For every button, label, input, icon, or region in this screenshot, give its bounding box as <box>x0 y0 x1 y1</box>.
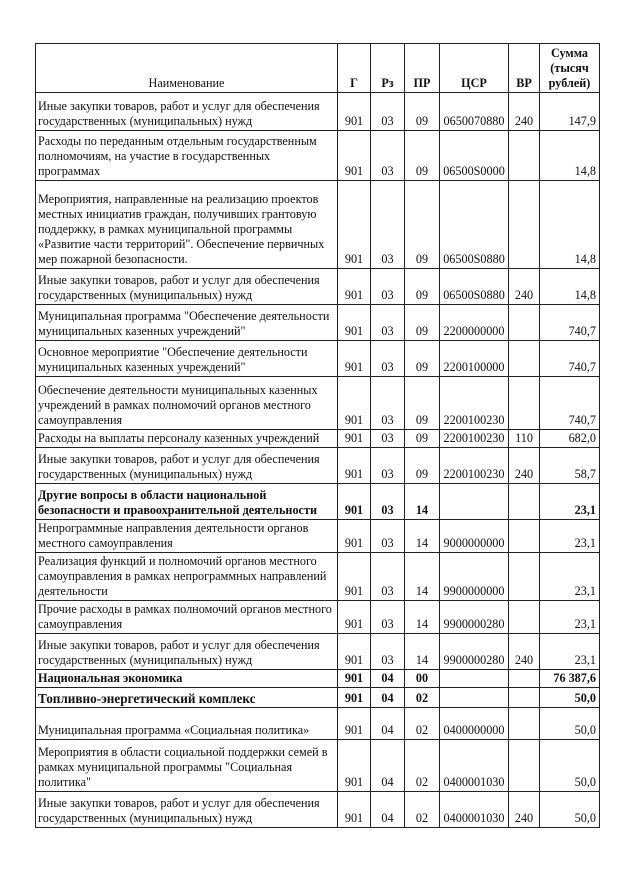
cell-csr: 9900000280 <box>440 601 509 634</box>
cell-rz: 03 <box>371 634 405 670</box>
cell-sum: 14,8 <box>540 131 600 181</box>
table-row <box>36 377 600 430</box>
cell-rz: 03 <box>371 448 405 484</box>
cell-name: Иные закупки товаров, работ и услуг для обеспечения государственных (муниципальных) нужд <box>36 93 338 131</box>
cell-csr: 0400001030 <box>440 792 509 828</box>
cell-pr: 02 <box>405 792 440 828</box>
cell-name: Реализация функций и полномочий органов местного самоуправления в рамках непрограммных направлений деятельности <box>36 553 338 601</box>
cell-sum: 14,8 <box>540 269 600 305</box>
cell-vr: 240 <box>509 448 540 484</box>
cell-g: 901 <box>338 448 371 484</box>
table-row <box>36 792 600 828</box>
cell-name: Национальная экономика <box>36 670 338 688</box>
cell-g: 901 <box>338 553 371 601</box>
cell-name: Иные закупки товаров, работ и услуг для обеспечения государственных (муниципальных) нужд <box>36 792 338 828</box>
table-row <box>36 269 600 305</box>
cell-name: Другие вопросы в области национальной безопасности и правоохранительной деятельности <box>36 484 338 520</box>
cell-sum: 23,1 <box>540 484 600 520</box>
cell-g: 901 <box>338 305 371 341</box>
cell-rz: 03 <box>371 484 405 520</box>
cell-vr <box>509 341 540 377</box>
cell-pr: 09 <box>405 341 440 377</box>
cell-g: 901 <box>338 377 371 430</box>
cell-g: 901 <box>338 634 371 670</box>
cell-vr <box>509 708 540 740</box>
cell-csr: 06500S0880 <box>440 181 509 269</box>
cell-name: Иные закупки товаров, работ и услуг для обеспечения государственных (муниципальных) нужд <box>36 269 338 305</box>
cell-rz: 04 <box>371 740 405 792</box>
cell-sum: 740,7 <box>540 305 600 341</box>
cell-pr: 09 <box>405 181 440 269</box>
cell-csr: 2200100230 <box>440 430 509 448</box>
cell-name: Мероприятия в области социальной поддержки семей в рамках муниципальной программы "Социальная политика" <box>36 740 338 792</box>
cell-g: 901 <box>338 181 371 269</box>
cell-g: 901 <box>338 484 371 520</box>
cell-pr: 09 <box>405 448 440 484</box>
cell-g: 901 <box>338 688 371 708</box>
cell-pr: 14 <box>405 520 440 553</box>
cell-sum: 23,1 <box>540 634 600 670</box>
cell-rz: 03 <box>371 181 405 269</box>
cell-rz: 04 <box>371 688 405 708</box>
cell-pr: 09 <box>405 269 440 305</box>
cell-pr: 02 <box>405 708 440 740</box>
cell-rz: 03 <box>371 269 405 305</box>
table-row <box>36 520 600 553</box>
table-row <box>36 484 600 520</box>
table-row <box>36 448 600 484</box>
cell-rz: 03 <box>371 553 405 601</box>
cell-vr <box>509 670 540 688</box>
cell-csr: 2200100230 <box>440 377 509 430</box>
cell-g: 901 <box>338 269 371 305</box>
cell-sum: 50,0 <box>540 688 600 708</box>
cell-csr: 9900000280 <box>440 634 509 670</box>
budget-table <box>35 43 600 828</box>
cell-pr: 09 <box>405 430 440 448</box>
cell-name: Расходы по переданным отдельным государственным полномочиям, на участие в государственных программах <box>36 131 338 181</box>
cell-rz: 03 <box>371 601 405 634</box>
cell-vr <box>509 553 540 601</box>
cell-pr: 14 <box>405 484 440 520</box>
cell-vr <box>509 520 540 553</box>
cell-sum: 23,1 <box>540 601 600 634</box>
cell-vr <box>509 484 540 520</box>
cell-vr: 240 <box>509 792 540 828</box>
header-g: Г <box>338 44 371 93</box>
table-row <box>36 708 600 740</box>
cell-name: Муниципальная программа "Обеспечение деятельности муниципальных казенных учреждений" <box>36 305 338 341</box>
cell-rz: 03 <box>371 377 405 430</box>
cell-pr: 02 <box>405 740 440 792</box>
cell-csr <box>440 688 509 708</box>
table-row <box>36 131 600 181</box>
cell-vr <box>509 305 540 341</box>
cell-name: Обеспечение деятельности муниципальных казенных учреждений в рамках полномочий органов местного самоуправления <box>36 377 338 430</box>
cell-pr: 09 <box>405 377 440 430</box>
cell-sum: 14,8 <box>540 181 600 269</box>
cell-name: Мероприятия, направленные на реализацию проектов местных инициатив граждан, получивших грантовую поддержку, в рамках муниципальной программы «Развитие части территорий". Обеспечение первичных мер пожарной безопасности. <box>36 181 338 269</box>
cell-pr: 09 <box>405 93 440 131</box>
cell-csr: 06500S0880 <box>440 269 509 305</box>
cell-vr <box>509 740 540 792</box>
cell-pr: 00 <box>405 670 440 688</box>
cell-name: Основное мероприятие "Обеспечение деятельности муниципальных казенных учреждений" <box>36 341 338 377</box>
cell-sum: 50,0 <box>540 708 600 740</box>
cell-g: 901 <box>338 601 371 634</box>
header-vr: ВР <box>509 44 540 93</box>
cell-rz: 03 <box>371 430 405 448</box>
cell-pr: 02 <box>405 688 440 708</box>
table-row <box>36 601 600 634</box>
cell-g: 901 <box>338 670 371 688</box>
header-csr: ЦСР <box>440 44 509 93</box>
cell-csr: 2200000000 <box>440 305 509 341</box>
cell-csr: 2200100230 <box>440 448 509 484</box>
header-row <box>36 44 600 93</box>
table-row <box>36 341 600 377</box>
cell-csr: 9900000000 <box>440 553 509 601</box>
cell-rz: 04 <box>371 670 405 688</box>
header-name: Наименование <box>36 44 338 93</box>
cell-g: 901 <box>338 430 371 448</box>
cell-sum: 58,7 <box>540 448 600 484</box>
header-pr: ПР <box>405 44 440 93</box>
cell-vr <box>509 181 540 269</box>
cell-pr: 09 <box>405 131 440 181</box>
cell-csr <box>440 484 509 520</box>
cell-sum: 147,9 <box>540 93 600 131</box>
cell-rz: 04 <box>371 708 405 740</box>
cell-vr: 110 <box>509 430 540 448</box>
cell-g: 901 <box>338 708 371 740</box>
cell-csr: 06500S0000 <box>440 131 509 181</box>
cell-vr: 240 <box>509 93 540 131</box>
cell-rz: 03 <box>371 305 405 341</box>
cell-sum: 740,7 <box>540 377 600 430</box>
cell-rz: 03 <box>371 93 405 131</box>
cell-rz: 03 <box>371 520 405 553</box>
cell-rz: 03 <box>371 341 405 377</box>
cell-g: 901 <box>338 520 371 553</box>
cell-name: Непрограммные направления деятельности органов местного самоуправления <box>36 520 338 553</box>
cell-g: 901 <box>338 93 371 131</box>
cell-rz: 04 <box>371 792 405 828</box>
cell-vr: 240 <box>509 634 540 670</box>
cell-vr <box>509 688 540 708</box>
cell-sum: 740,7 <box>540 341 600 377</box>
cell-pr: 14 <box>405 601 440 634</box>
cell-g: 901 <box>338 792 371 828</box>
cell-vr <box>509 601 540 634</box>
cell-csr: 0400001030 <box>440 740 509 792</box>
cell-pr: 09 <box>405 305 440 341</box>
cell-sum: 682,0 <box>540 430 600 448</box>
cell-vr <box>509 131 540 181</box>
table-row <box>36 305 600 341</box>
cell-g: 901 <box>338 740 371 792</box>
cell-sum: 76 387,6 <box>540 670 600 688</box>
cell-csr: 0400000000 <box>440 708 509 740</box>
cell-name: Иные закупки товаров, работ и услуг для обеспечения государственных (муниципальных) нужд <box>36 634 338 670</box>
header-sum: Сумма (тысяч рублей) <box>540 44 600 93</box>
cell-name: Муниципальная программа «Социальная политика» <box>36 708 338 740</box>
table-row <box>36 93 600 131</box>
cell-vr: 240 <box>509 269 540 305</box>
cell-g: 901 <box>338 341 371 377</box>
table-row <box>36 670 600 688</box>
cell-name: Расходы на выплаты персоналу казенных учреждений <box>36 430 338 448</box>
cell-name: Иные закупки товаров, работ и услуг для обеспечения государственных (муниципальных) нужд <box>36 448 338 484</box>
table-row <box>36 688 600 708</box>
cell-name: Прочие расходы в рамках полномочий органов местного самоуправления <box>36 601 338 634</box>
cell-csr: 2200100000 <box>440 341 509 377</box>
cell-name: Топливно-энергетический комплекс <box>36 688 338 708</box>
cell-csr: 9000000000 <box>440 520 509 553</box>
cell-csr <box>440 670 509 688</box>
cell-pr: 14 <box>405 634 440 670</box>
cell-g: 901 <box>338 131 371 181</box>
cell-sum: 50,0 <box>540 792 600 828</box>
table-row <box>36 430 600 448</box>
header-rz: Рз <box>371 44 405 93</box>
table-row <box>36 634 600 670</box>
cell-sum: 50,0 <box>540 740 600 792</box>
cell-sum: 23,1 <box>540 553 600 601</box>
cell-sum: 23,1 <box>540 520 600 553</box>
cell-vr <box>509 377 540 430</box>
cell-csr: 0650070880 <box>440 93 509 131</box>
table-row <box>36 553 600 601</box>
table-row <box>36 740 600 792</box>
table-row <box>36 181 600 269</box>
cell-rz: 03 <box>371 131 405 181</box>
cell-pr: 14 <box>405 553 440 601</box>
